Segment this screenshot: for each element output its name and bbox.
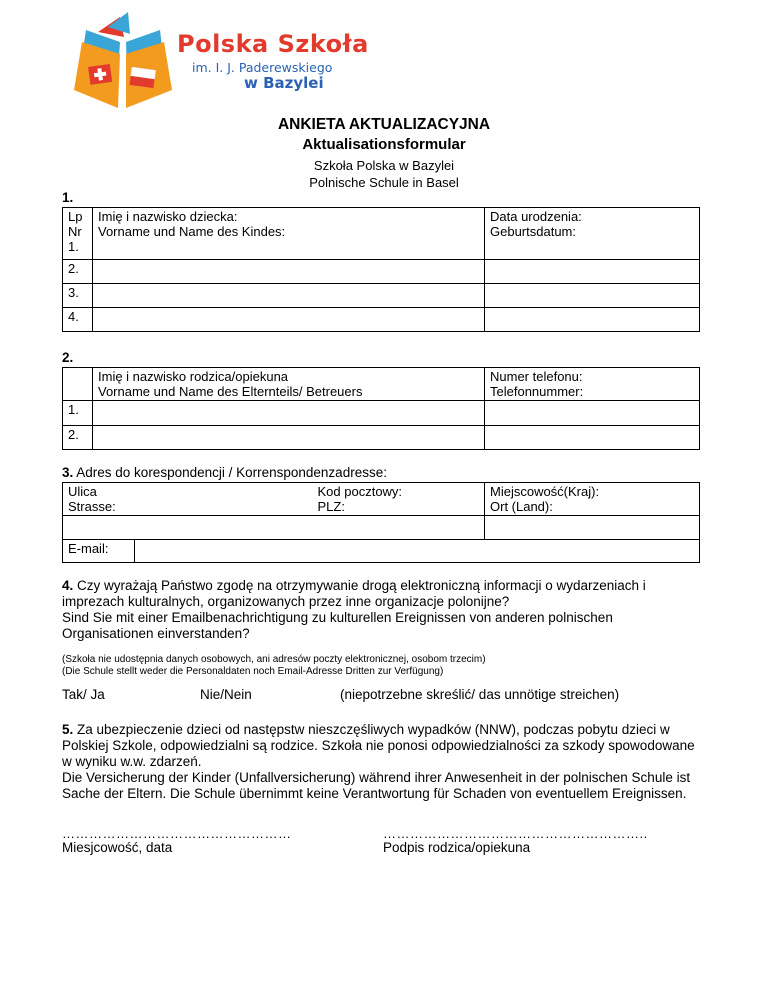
section5-statement-de: Die Versicherung der Kinder (Unfallversicherung) während ihrer Anwesenheit in der polnischen Schule ist Sache der Eltern. Die Schule übernimmt keine Verantwortung für Schaden von eventuellem Ereignissen. <box>62 770 691 801</box>
section3-heading <box>62 465 387 480</box>
dob-label-de: Geburtsdatum: <box>490 224 576 239</box>
street-header <box>63 483 313 516</box>
table-row <box>63 308 700 332</box>
lp-header <box>63 368 93 401</box>
city-field[interactable] <box>485 516 700 540</box>
parent-name-field[interactable] <box>93 401 485 426</box>
lp-header <box>63 208 93 260</box>
child-name-label-de: Vorname und Name des Kindes: <box>98 224 286 239</box>
parent-name-label-pl: Imię i nazwisko rodzica/opiekuna <box>98 369 289 384</box>
parents-table <box>62 367 700 450</box>
zip-label-de: PLZ: <box>317 499 345 514</box>
signature-label: Podpis rodzica/opiekuna <box>383 840 531 855</box>
place-date-line[interactable]: …………………………………………… <box>62 826 292 841</box>
table-row <box>63 401 700 426</box>
section5-statement-pl: Za ubezpieczenie dzieci od następstw nieszczęśliwych wypadków (NNW), podczas pobytu dzieci w Polskiej Szkole, odpowiedzialni są rodzice. Szkoła nie ponosi odpowiedzialności za szkody spowodowane w wyniku w.w. zdarzeń. <box>62 722 695 769</box>
signature-line[interactable]: ………………………………………………….. <box>383 826 648 841</box>
children-table <box>62 207 700 332</box>
street-label-de: Strasse: <box>68 499 116 514</box>
email-row <box>63 540 700 563</box>
place-date-label: Miesjcowość, data <box>62 840 173 855</box>
parent-name-label-de: Vorname und Name des Elternteils/ Betreuers <box>98 384 363 399</box>
option-no[interactable]: Nie/Nein <box>200 687 252 702</box>
row-number: 3. <box>63 284 93 308</box>
phone-label-pl: Numer telefonu: <box>490 369 583 384</box>
row-number: 2. <box>63 426 93 450</box>
section4-question <box>62 578 702 642</box>
phone-label-de: Telefonnummer: <box>490 384 584 399</box>
phone-field[interactable] <box>485 426 700 450</box>
parent-name-field[interactable] <box>93 426 485 450</box>
form-title: ANKIETA AKTUALIZACYJNA <box>277 116 491 133</box>
section5-text-pl <box>62 722 702 770</box>
lp-label: Lp <box>68 209 83 224</box>
parent-name-header <box>93 368 485 401</box>
child-name-header[interactable] <box>93 208 485 260</box>
privacy-note <box>62 654 702 678</box>
section4-number: 4. <box>62 578 74 593</box>
child-name-label-pl: Imię i nazwisko dziecka: <box>98 209 238 224</box>
row-number: 1. <box>68 239 79 254</box>
nr-label: Nr <box>68 224 82 239</box>
table-header-row <box>63 208 700 260</box>
address-table <box>62 482 700 563</box>
row-number: 1. <box>63 401 93 426</box>
table-header-row <box>63 368 700 401</box>
school-name-pl: Szkoła Polska w Bazylei <box>313 158 455 173</box>
section3-number: 3. <box>62 465 74 480</box>
table-row <box>63 426 700 450</box>
child-name-field[interactable] <box>93 284 485 308</box>
logo-subtitle: im. I. J. Paderewskiego <box>192 60 333 75</box>
logo-city: w Bazylei <box>244 74 324 92</box>
section1-number: 1. <box>62 190 74 205</box>
logo-title: Polska Szkoła <box>177 30 369 58</box>
street-label-pl: Ulica <box>68 484 97 499</box>
dob-field[interactable] <box>485 260 700 284</box>
zip-header <box>313 483 485 516</box>
school-name-de: Polnische Schule in Basel <box>309 175 459 190</box>
section2-number: 2. <box>62 350 74 365</box>
child-name-field[interactable] <box>93 308 485 332</box>
book-logo-icon <box>68 12 178 112</box>
dob-label-pl: Data urodzenia: <box>490 209 582 224</box>
section5-text <box>62 722 702 802</box>
row-number: 4. <box>63 308 93 332</box>
email-label: E-mail: <box>63 540 135 563</box>
section3-heading-text: Adres do korespondencji / Korrenspondenzadresse: <box>73 465 387 480</box>
zip-label-pl: Kod pocztowy: <box>317 484 403 499</box>
phone-field[interactable] <box>485 401 700 426</box>
child-name-field[interactable] <box>93 260 485 284</box>
section4-question-de: Sind Sie mit einer Emailbenachrichtigung zu kulturellen Ereignissen von anderen polnischen Organisationen einverstanden? <box>62 610 613 641</box>
dob-header[interactable] <box>485 208 700 260</box>
school-logo <box>68 12 368 122</box>
city-label-pl: Miejscowość(Kraj): <box>490 484 600 499</box>
option-yes[interactable]: Tak/ Ja <box>62 687 105 702</box>
city-label-de: Ort (Land): <box>490 499 553 514</box>
address-header-row <box>63 483 700 516</box>
section4-question-pl: Czy wyrażają Państwo zgodę na otrzymywanie drogą elektroniczną informacji o wydarzeniach i imprezach kulturalnych, organizowanych przez inne organizacje polonijne? <box>62 578 646 609</box>
table-row <box>63 284 700 308</box>
email-field[interactable] <box>135 540 700 563</box>
strike-note: (niepotrzebne skreślić/ das unnötige streichen) <box>340 687 620 702</box>
phone-header <box>485 368 700 401</box>
section5-number: 5. <box>62 722 74 737</box>
privacy-note-de: (Die Schule stellt weder die Personaldaten noch Email-Adresse Dritten zur Verfügung) <box>62 666 444 677</box>
dob-field[interactable] <box>485 284 700 308</box>
privacy-note-pl: (Szkoła nie udostępnia danych osobowych, ani adresów poczty elektronicznej, osobom trzecim) <box>62 654 486 665</box>
section4-text-pl <box>62 578 702 610</box>
dob-field[interactable] <box>485 308 700 332</box>
city-header <box>485 483 700 516</box>
address-input-row <box>63 516 700 540</box>
row-number: 2. <box>63 260 93 284</box>
form-title-de: Aktualisationsformular <box>302 136 466 153</box>
street-zip-field[interactable] <box>63 516 485 540</box>
table-row <box>63 260 700 284</box>
